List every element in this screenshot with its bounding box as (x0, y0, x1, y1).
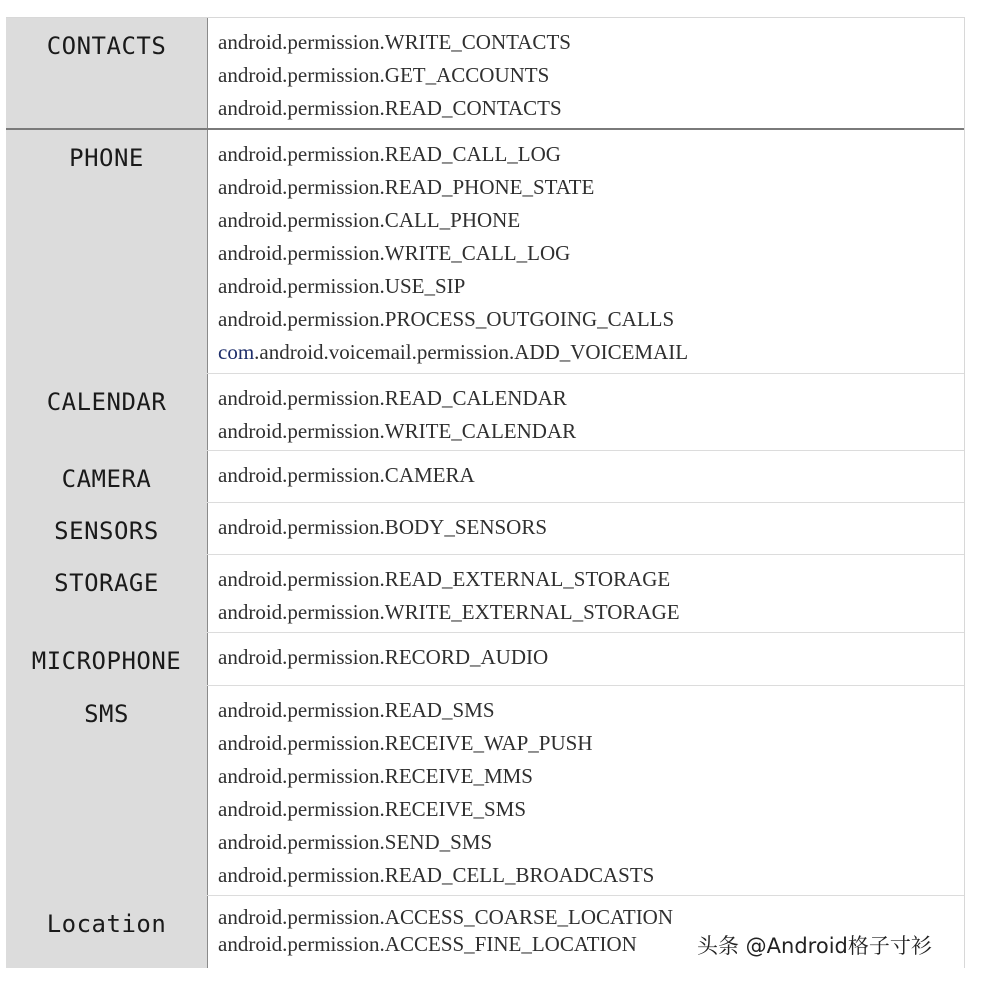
permission-item: android.permission.WRITE_CALENDAR (218, 419, 577, 443)
permission-item: android.permission.BODY_SENSORS (218, 515, 548, 539)
permission-item: android.permission.WRITE_CONTACTS (218, 30, 571, 54)
permission-item: android.permission.PROCESS_OUTGOING_CALLS (218, 307, 675, 331)
permission-item: android.permission.READ_SMS (218, 698, 495, 722)
permission-item: android.permission.RECEIVE_MMS (218, 764, 533, 788)
permission-list (208, 686, 964, 895)
permission-list (208, 555, 964, 632)
permission-list (208, 451, 964, 502)
permission-item: android.permission.CAMERA (218, 463, 475, 487)
watermark-text: 头条 @Android格子寸衫 (697, 934, 932, 958)
permission-item-voicemail (218, 336, 964, 369)
permission-item: android.permission.ACCESS_COARSE_LOCATION (218, 905, 674, 929)
permission-item: android.permission.WRITE_EXTERNAL_STORAGE (218, 600, 680, 624)
permission-item: android.permission.READ_CONTACTS (218, 96, 562, 120)
table-row (6, 451, 964, 503)
permission-rest: .android.voicemail.permission.ADD_VOICEMAIL (254, 340, 689, 364)
permission-item: android.permission.CALL_PHONE (218, 208, 521, 232)
group-name-camera: CAMERA (6, 451, 208, 502)
permission-item: android.permission.ACCESS_FINE_LOCATION (218, 932, 637, 956)
table-row (6, 503, 964, 555)
group-name-storage: STORAGE (6, 555, 208, 632)
permission-item: android.permission.GET_ACCOUNTS (218, 63, 550, 87)
permission-groups-table (6, 17, 965, 968)
group-name-contacts: CONTACTS (6, 18, 208, 128)
permission-list (208, 633, 964, 685)
group-name-sms: SMS (6, 686, 208, 895)
group-name-sensors: SENSORS (6, 503, 208, 554)
permission-list (208, 130, 964, 373)
permission-list (208, 374, 964, 450)
permission-item: android.permission.RECORD_AUDIO (218, 645, 549, 669)
permission-list (208, 18, 964, 128)
group-name-location: Location (6, 896, 208, 968)
permission-item: android.permission.READ_CELL_BROADCASTS (218, 863, 655, 887)
permission-item: android.permission.USE_SIP (218, 274, 466, 298)
permission-list (208, 503, 964, 554)
permission-item: android.permission.WRITE_CALL_LOG (218, 241, 571, 265)
table-row (6, 686, 964, 896)
table-row (6, 374, 964, 451)
permission-item: android.permission.READ_EXTERNAL_STORAGE (218, 567, 671, 591)
table-row (6, 555, 964, 633)
group-name-microphone: MICROPHONE (6, 633, 208, 685)
package-prefix: com (218, 340, 255, 364)
permission-item: android.permission.READ_PHONE_STATE (218, 175, 595, 199)
permission-item: android.permission.RECEIVE_SMS (218, 797, 526, 821)
table-row (6, 633, 964, 686)
permission-item: android.permission.READ_CALL_LOG (218, 142, 561, 166)
group-name-phone: PHONE (6, 130, 208, 373)
table-row (6, 130, 964, 374)
table-row (6, 18, 964, 130)
permission-item: android.permission.SEND_SMS (218, 830, 493, 854)
group-name-calendar: CALENDAR (6, 374, 208, 450)
permission-item: android.permission.RECEIVE_WAP_PUSH (218, 731, 593, 755)
permission-item: android.permission.READ_CALENDAR (218, 386, 567, 410)
